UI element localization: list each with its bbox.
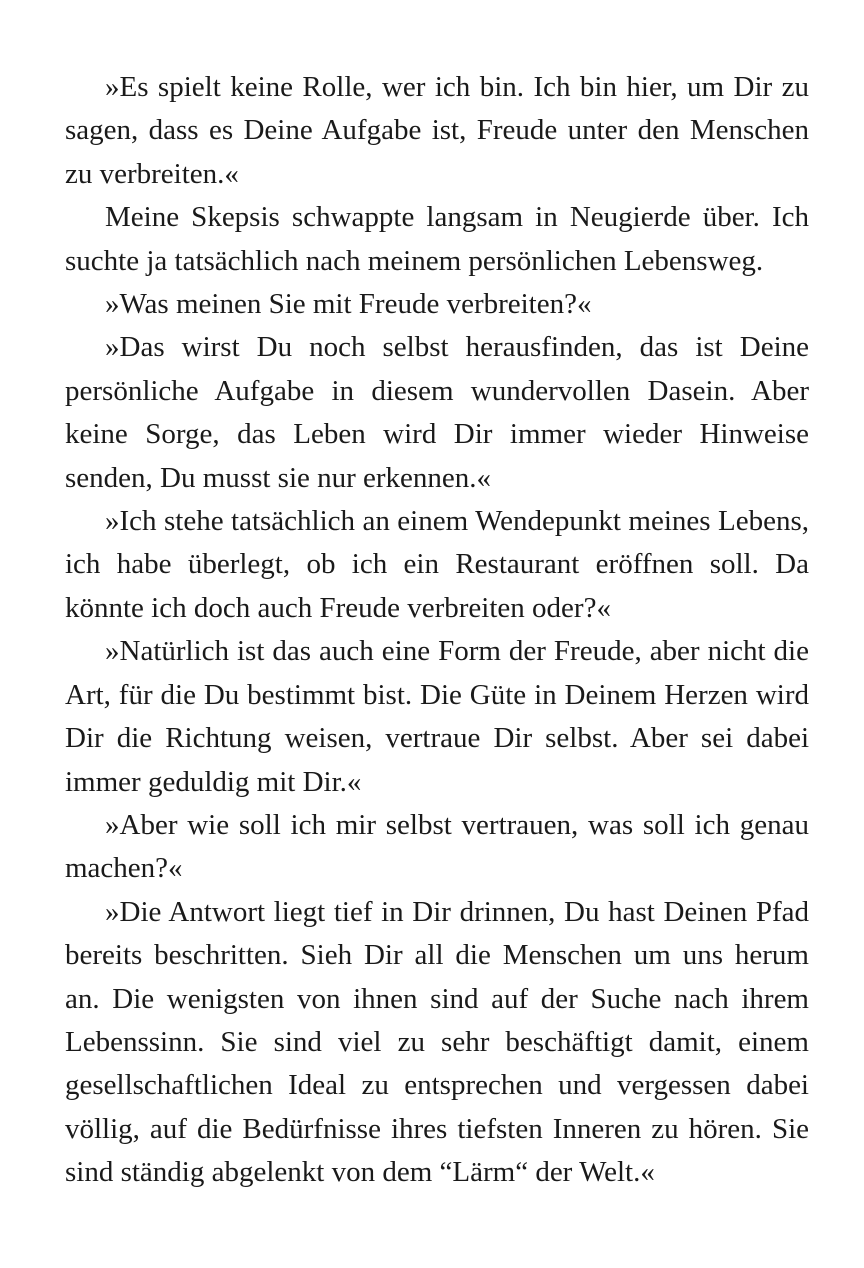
paragraph-3: »Was meinen Sie mit Freude verbreiten?« bbox=[105, 288, 592, 321]
paragraph-8: »Die Antwort liegt tief in Dir drinnen, Du hast Deinen Pfad bereits beschritten. Sieh Dir all die Menschen um uns herum an. Die wenigsten von ihnen sind auf der Suche nach ihrem Lebenssinn. Sie sind viel zu sehr beschäftigt damit, einem gesellschaftlichen Ideal zu entsprechen und vergessen dabei völlig, auf die Bedürfnisse ihres tiefsten Inneren zu hören. Sie sind ständig abgelenkt von dem “Lärm“ der Welt.« bbox=[65, 895, 809, 1189]
paragraph-7: »Aber wie soll ich mir selbst vertrauen, was soll ich genau machen?« bbox=[65, 808, 809, 885]
paragraph-2: Meine Skepsis schwappte langsam in Neugierde über. Ich suchte ja tatsächlich nach meinem persönlichen Lebensweg. bbox=[65, 201, 809, 277]
paragraph-6: »Natürlich ist das auch eine Form der Freude, aber nicht die Art, für die Du bestimmt bist. Die Güte in Deinem Herzen wird Dir die Richtung weisen, vertraue Dir selbst. Aber sei dabei immer geduldig mit Dir.« bbox=[65, 635, 809, 798]
paragraph-5: »Ich stehe tatsächlich an einem Wendepunkt meines Lebens, ich habe überlegt, ob ich ein Restaurant eröffnen soll. Da könnte ich doch auch Freude verbreiten oder?« bbox=[65, 505, 809, 624]
paragraph-4: »Das wirst Du noch selbst herausfinden, das ist Deine persönliche Aufgabe in diesem wundervollen Dasein. Aber keine Sorge, das Leben wird Dir immer wieder Hinweise senden, Du musst sie nur erkennen.« bbox=[65, 331, 809, 494]
book-page bbox=[65, 66, 809, 1195]
paragraph-1: »Es spielt keine Rolle, wer ich bin. Ich bin hier, um Dir zu sagen, dass es Deine Aufgabe ist, Freude unter den Menschen zu verbreiten.« bbox=[65, 71, 809, 190]
